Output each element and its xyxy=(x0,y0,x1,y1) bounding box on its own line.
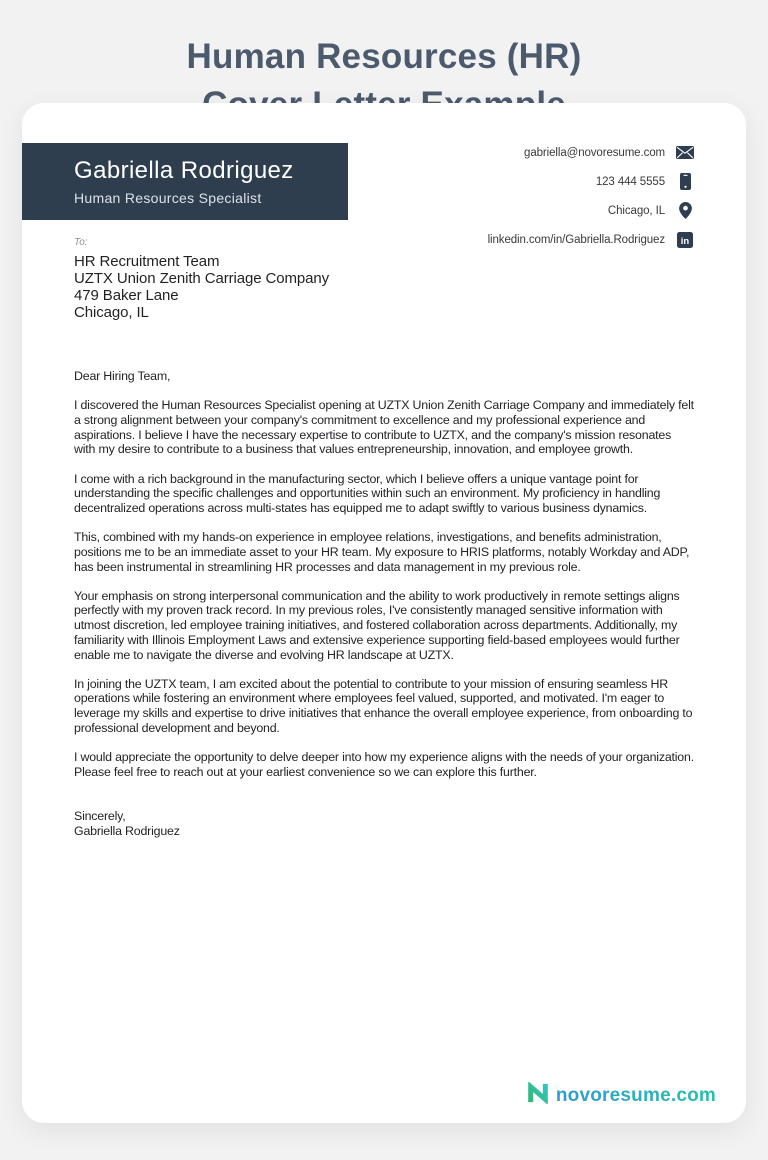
paragraph: In joining the UZTX team, I am excited about the potential to contribute to your mission of ensuring seamless HR operations while fostering an environment where employees feel valued, supported, and motivated. I'm eager to leverage my skills and expertise to drive initiatives that enhance the overall employee experience, from onboarding to professional development and beyond. xyxy=(74,676,693,735)
cover-letter-page xyxy=(22,103,746,1123)
closing-block xyxy=(74,809,694,838)
recipient-line: UZTX Union Zenith Carriage Company xyxy=(74,270,330,287)
location-pin-icon xyxy=(676,202,694,219)
recipient-block xyxy=(74,237,329,321)
recipient-line: HR Recruitment Team xyxy=(74,253,220,270)
letter-header-band xyxy=(22,143,348,220)
envelope-icon xyxy=(676,146,694,159)
novoresume-logo-icon xyxy=(527,1082,549,1109)
contact-linkedin: linkedin.com/in/Gabriella.Rodriguez xyxy=(487,233,665,246)
salutation: Dear Hiring Team, xyxy=(74,369,171,383)
paragraph: I would appreciate the opportunity to delve deeper into how my experience aligns with the needs of your organization. Please feel free to reach out at your earliest convenience so we can explore this further. xyxy=(74,750,694,779)
contact-row-linkedin xyxy=(488,225,694,254)
contact-email: gabriella@novoresume.com xyxy=(524,146,665,159)
linkedin-icon xyxy=(676,232,694,248)
paragraph: This, combined with my hands-on experience in employee relations, investigations, and benefits administration, positions me to be an immediate asset to your HR team. My exposure to HRIS platforms, notably Workday and ADP, has been instrumental in streamlining HR processes and data management in my previous role. xyxy=(74,530,690,574)
svg-text:in: in xyxy=(680,235,690,247)
paragraph: I come with a rich background in the manufacturing sector, which I believe offers a unique vantage point for understanding the specific challenges and opportunities within such an environment. My proficiency in handling decentralized operations across multi-states has equipped me to adapt swiftly to various business dynamics. xyxy=(74,471,661,515)
candidate-role: Human Resources Specialist xyxy=(74,190,262,206)
recipient-line: Chicago, IL xyxy=(74,304,149,321)
candidate-name: Gabriella Rodriguez xyxy=(74,157,294,184)
paragraph: Your emphasis on strong interpersonal communication and the ability to work productively in remote settings aligns perfectly with my proven track record. In my previous roles, I've consistently managed sensitive information with utmost discretion, led employee training initiatives, and fostered collaboration across departments. Additionally, my familiarity with Illinois Employment Laws and extensive experience supporting field-based employees would further enable me to navigate the diverse and evolving HR landscape at UZTX. xyxy=(74,588,680,662)
closing-signoff: Sincerely, xyxy=(74,809,126,824)
contact-info xyxy=(488,138,694,254)
closing-name: Gabriella Rodriguez xyxy=(74,824,180,839)
page-title-line1: Human Resources (HR) xyxy=(186,37,582,77)
contact-row-email xyxy=(488,138,694,167)
recipient-to-label: To: xyxy=(74,237,88,248)
contact-phone: 123 444 5555 xyxy=(595,175,665,188)
letter-body xyxy=(74,369,694,839)
contact-row-location xyxy=(488,196,694,225)
brand-text: novoresume.com xyxy=(555,1084,716,1106)
contact-row-phone xyxy=(488,167,694,196)
contact-location: Chicago, IL xyxy=(607,204,665,217)
recipient-line: 479 Baker Lane xyxy=(74,287,179,304)
phone-icon xyxy=(676,173,694,190)
novoresume-brand[interactable] xyxy=(527,1082,716,1109)
paragraph: I discovered the Human Resources Specialist opening at UZTX Union Zenith Carriage Company and immediately felt a strong alignment between your company's commitment to excellence and my professional experience and aspirations. I believe I have the necessary expertise to contribute to UZTX, and the company's mission resonates with my desire to contribute to a business that values entrepreneurship, innovation, and employee growth. xyxy=(74,398,694,457)
